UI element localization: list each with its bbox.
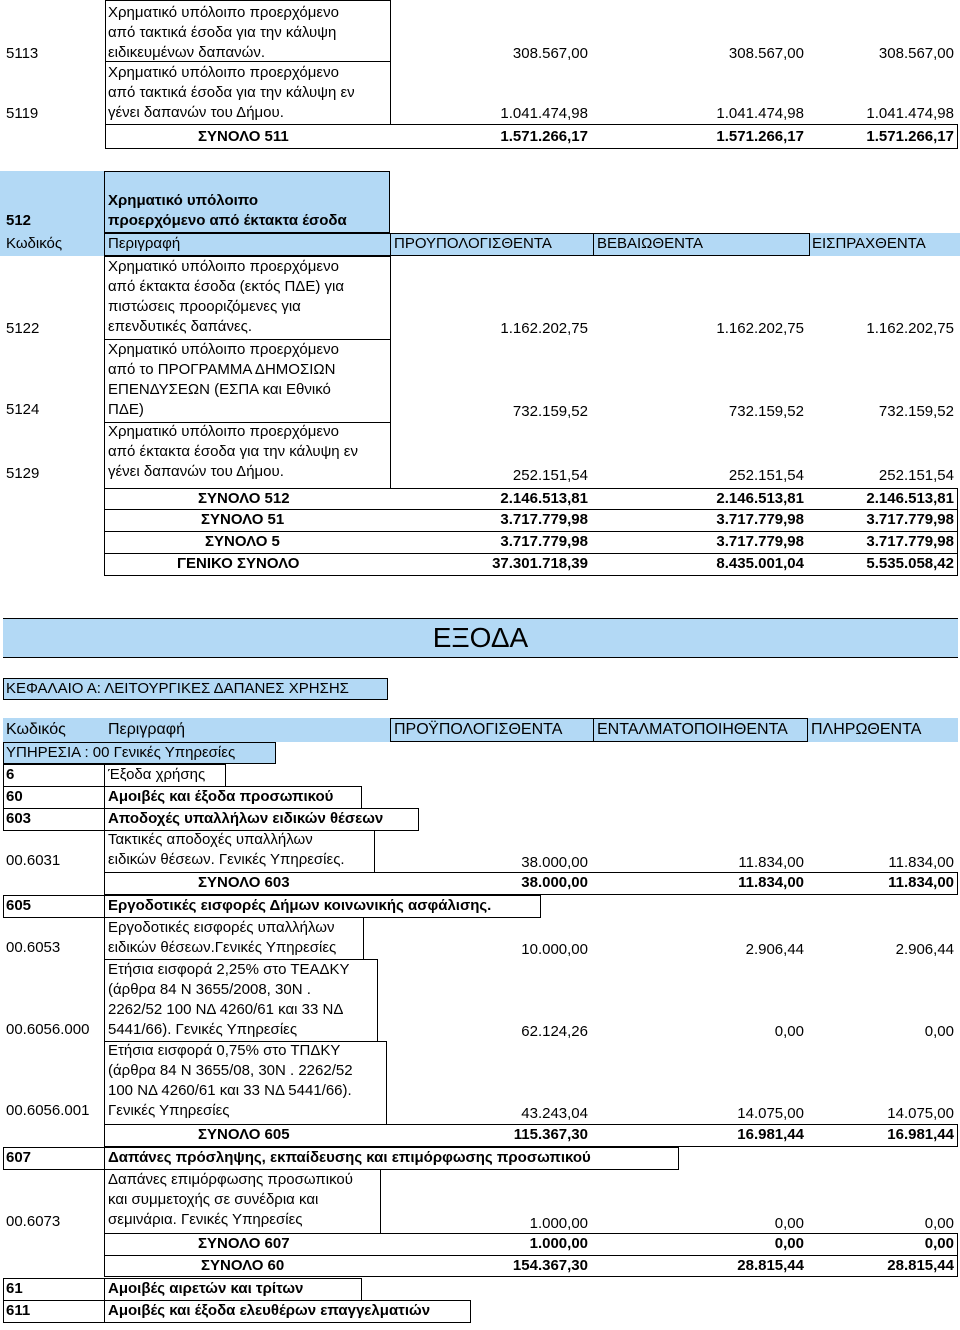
- v2-6056000: 0,00: [774, 1023, 804, 1040]
- v1-5119: 1.041.474,98: [500, 105, 588, 122]
- total-512-v3: 2.146.513,81: [866, 490, 954, 507]
- desc-5119: Χρηματικό υπόλοιπο προερχόμενο από τακτικά έσοδα για την κάλυψη εν γένει δαπανών του Δήμου.: [108, 64, 355, 121]
- g603-desc: Αποδοχές υπαλλήλων ειδικών θέσεων: [108, 810, 384, 827]
- v3-5119: 1.041.474,98: [866, 105, 954, 122]
- total-511-label: ΣΥΝΟΛΟ 511: [198, 128, 289, 145]
- v2-5122: 1.162.202,75: [716, 320, 804, 337]
- v1-6031: 38.000,00: [521, 854, 588, 871]
- v3-5129: 252.151,54: [878, 467, 954, 484]
- code-6073: 00.6073: [6, 1213, 61, 1230]
- v1-5124: 732.159,52: [512, 403, 588, 420]
- desc-6073: Δαπάνες επιμόρφωσης προσωπικού και συμμετοχής σε συνέδρια και σεμινάρια. Γενικές Υπηρεσίες: [108, 1171, 353, 1228]
- total-605-label: ΣΥΝΟΛΟ 605: [198, 1126, 290, 1143]
- g61-desc: Αμοιβές αιρετών και τρίτων: [108, 1280, 304, 1297]
- v1-6053: 10.000,00: [521, 941, 588, 958]
- desc-5113: Χρηματικό υπόλοιπο προερχόμενο από τακτικά έσοδα για την κάλυψη ειδικευμένων δαπανών.: [108, 4, 339, 61]
- g607-code: 607: [6, 1149, 32, 1166]
- v1-6056001: 43.243,04: [521, 1105, 588, 1122]
- expense-header-code: Κωδικός: [6, 721, 66, 738]
- v2-5124: 732.159,52: [728, 403, 804, 420]
- expense-header-h1: ΠΡΟΫΠΟΛΟΓΙΣΘΕΝΤΑ: [394, 721, 563, 738]
- v2-6031: 11.834,00: [738, 854, 804, 871]
- v3-6053: 2.906,44: [895, 941, 954, 958]
- section-512-title: Χρηματικό υπόλοιπο προερχόμενο από έκτακτα έσοδα: [108, 192, 347, 229]
- grand-total-v3: 5.535.058,42: [866, 555, 954, 572]
- v3-5124: 732.159,52: [878, 403, 954, 420]
- revenue-header-desc: Περιγραφή: [108, 235, 181, 252]
- g60-desc: Αμοιβές και έξοδα προσωπικού: [108, 788, 334, 805]
- total-5-v1: 3.717.779,98: [500, 533, 588, 550]
- v3-6056000: 0,00: [924, 1023, 954, 1040]
- total-603-label: ΣΥΝΟΛΟ 603: [198, 874, 290, 891]
- total-607-v2: 0,00: [774, 1235, 804, 1252]
- total-5-label: ΣΥΝΟΛΟ 5: [205, 533, 280, 550]
- desc-6053: Εργοδοτικές εισφορές υπαλλήλων ειδικών θέσεων.Γενικές Υπηρεσίες: [108, 919, 337, 956]
- code-6056001: 00.6056.001: [6, 1102, 90, 1119]
- total-60-v2: 28.815,44: [737, 1257, 804, 1274]
- v1-5113: 308.567,00: [512, 45, 588, 62]
- code-5122: 5122: [6, 320, 40, 337]
- code-6056000: 00.6056.000: [6, 1021, 90, 1038]
- v2-5113: 308.567,00: [728, 45, 804, 62]
- revenue-header-h1: ΠΡΟΥΠΟΛΟΓΙΣΘΕΝΤΑ: [394, 235, 552, 252]
- grand-total-v2: 8.435.001,04: [716, 555, 804, 572]
- g603-code: 603: [6, 810, 32, 827]
- chapter-title: ΚΕΦΑΛΑΙΟ Α: ΛΕΙΤΟΥΡΓΙΚΕΣ ΔΑΠΑΝΕΣ ΧΡΗΣΗΣ: [6, 680, 349, 697]
- expense-header-desc: Περιγραφή: [108, 721, 185, 738]
- code-5124: 5124: [6, 401, 40, 418]
- total-605-v3: 16.981,44: [887, 1126, 954, 1143]
- total-60-v1: 154.367,30: [512, 1257, 588, 1274]
- total-511-v2: 1.571.266,17: [716, 128, 804, 145]
- v3-6073: 0,00: [924, 1215, 954, 1232]
- total-5-v2: 3.717.779,98: [716, 533, 804, 550]
- grand-total-v1: 37.301.718,39: [492, 555, 588, 572]
- g6-code-cell: [3, 764, 105, 787]
- total-607-v1: 1.000,00: [529, 1235, 588, 1252]
- g611-code: 611: [6, 1302, 31, 1319]
- v1-6056000: 62.124,26: [521, 1023, 588, 1040]
- code-6031: 00.6031: [6, 852, 61, 869]
- code-5129: 5129: [6, 465, 40, 482]
- desc-5129: Χρηματικό υπόλοιπο προερχόμενο από έκτακτα έσοδα για την κάλυψη εν γένει δαπανών του Δήμου.: [108, 423, 358, 480]
- total-51-v3: 3.717.779,98: [866, 511, 954, 528]
- g611-desc: Αμοιβές και έξοδα ελευθέρων επαγγελματιών: [108, 1302, 431, 1319]
- code-5119: 5119: [6, 105, 39, 122]
- revenue-header-h2: ΒΕΒΑΙΩΘΕΝΤΑ: [597, 235, 703, 252]
- expense-header-h2: ΕΝΤΑΛΜΑΤΟΠΟΙΗΘΕΝΤΑ: [597, 721, 788, 738]
- v1-6073: 1.000,00: [529, 1215, 588, 1232]
- desc-5122: Χρηματικό υπόλοιπο προερχόμενο από έκτακτα έσοδα (εκτός ΠΔΕ) για πιστώσεις προοριζόμενες για επενδυτικές δαπάνες.: [108, 258, 345, 335]
- total-512-v2: 2.146.513,81: [716, 490, 804, 507]
- total-605-v2: 16.981,44: [737, 1126, 804, 1143]
- total-51-v1: 3.717.779,98: [500, 511, 588, 528]
- total-603-v3: 11.834,00: [888, 874, 954, 891]
- desc-5124: Χρηματικό υπόλοιπο προερχόμενο από το ΠΡΟΓΡΑΜΜΑ ΔΗΜΟΣΙΩΝ ΕΠΕΝΔΥΣΕΩΝ (ΕΣΠΑ και Εθνικό ΠΔΕ): [108, 341, 339, 418]
- v1-5129: 252.151,54: [512, 467, 588, 484]
- total-51-label: ΣΥΝΟΛΟ 51: [201, 511, 285, 528]
- total-607-v3: 0,00: [924, 1235, 954, 1252]
- desc-6056001: Ετήσια εισφορά 0,75% στο ΤΠΔΚΥ (άρθρα 84 Ν 3655/08, 30Ν . 2262/52 100 ΝΔ 4260/61 και 33 ΝΔ 5441/66). Γενικές Υπηρεσίες: [108, 1042, 353, 1119]
- v3-5122: 1.162.202,75: [866, 320, 954, 337]
- code-6053: 00.6053: [6, 939, 61, 956]
- v2-6056001: 14.075,00: [737, 1105, 804, 1122]
- code-5113: 5113: [6, 45, 39, 62]
- g607-desc: Δαπάνες πρόσληψης, εκπαίδευσης και επιμόρφωσης προσωπικού: [108, 1149, 591, 1166]
- total-60-v3: 28.815,44: [887, 1257, 954, 1274]
- total-605-v1: 115.367,30: [513, 1126, 588, 1143]
- total-512-label: ΣΥΝΟΛΟ 512: [198, 490, 290, 507]
- g60-code: 60: [6, 788, 23, 805]
- total-5-v3: 3.717.779,98: [866, 533, 954, 550]
- expense-header-h3: ΠΛΗΡΩΘΕΝΤΑ: [811, 721, 922, 738]
- g61-code: 61: [6, 1280, 23, 1297]
- v2-6053: 2.906,44: [745, 941, 804, 958]
- total-603-v1: 38.000,00: [521, 874, 588, 891]
- revenue-header-code: Κωδικός: [6, 235, 63, 252]
- v3-5113: 308.567,00: [878, 45, 954, 62]
- v1-5122: 1.162.202,75: [500, 320, 588, 337]
- v2-5129: 252.151,54: [728, 467, 804, 484]
- total-51-v2: 3.717.779,98: [716, 511, 804, 528]
- revenue-header-h3: ΕΙΣΠΡΑΧΘΕΝΤΑ: [812, 235, 926, 252]
- desc-6056000: Ετήσια εισφορά 2,25% στο ΤΕΑΔΚΥ (άρθρα 84 Ν 3655/2008, 30Ν . 2262/52 100 ΝΔ 4260/61 και 33 ΝΔ 5441/66). Γενικές Υπηρεσίες: [108, 961, 350, 1038]
- total-607-label: ΣΥΝΟΛΟ 607: [198, 1235, 290, 1252]
- grand-total-label: ΓΕΝΙΚΟ ΣΥΝΟΛΟ: [177, 555, 300, 572]
- v3-6031: 11.834,00: [888, 854, 954, 871]
- total-512-v1: 2.146.513,81: [500, 490, 588, 507]
- g605-desc: Εργοδοτικές εισφορές Δήμων κοινωνικής ασφάλισης.: [108, 897, 492, 914]
- g6-desc: Έξοδα χρήσης: [108, 766, 206, 783]
- total-60-label: ΣΥΝΟΛΟ 60: [201, 1257, 285, 1274]
- section-512-code: 512: [6, 212, 32, 229]
- desc-6031: Τακτικές αποδοχές υπαλλήλων ειδικών θέσεων. Γενικές Υπηρεσίες.: [108, 831, 345, 868]
- total-603-v2: 11.834,00: [738, 874, 804, 891]
- g6-code: 6: [6, 766, 15, 783]
- expenses-title: ΕΞΟΔΑ: [432, 622, 529, 653]
- total-511-v1: 1.571.266,17: [500, 128, 588, 145]
- v3-6056001: 14.075,00: [887, 1105, 954, 1122]
- v2-5119: 1.041.474,98: [716, 105, 804, 122]
- service-label: ΥΠΗΡΕΣΙΑ : 00 Γενικές Υπηρεσίες: [6, 744, 236, 761]
- g605-code: 605: [6, 897, 32, 914]
- total-511-v3: 1.571.266,17: [866, 128, 954, 145]
- v2-6073: 0,00: [774, 1215, 804, 1232]
